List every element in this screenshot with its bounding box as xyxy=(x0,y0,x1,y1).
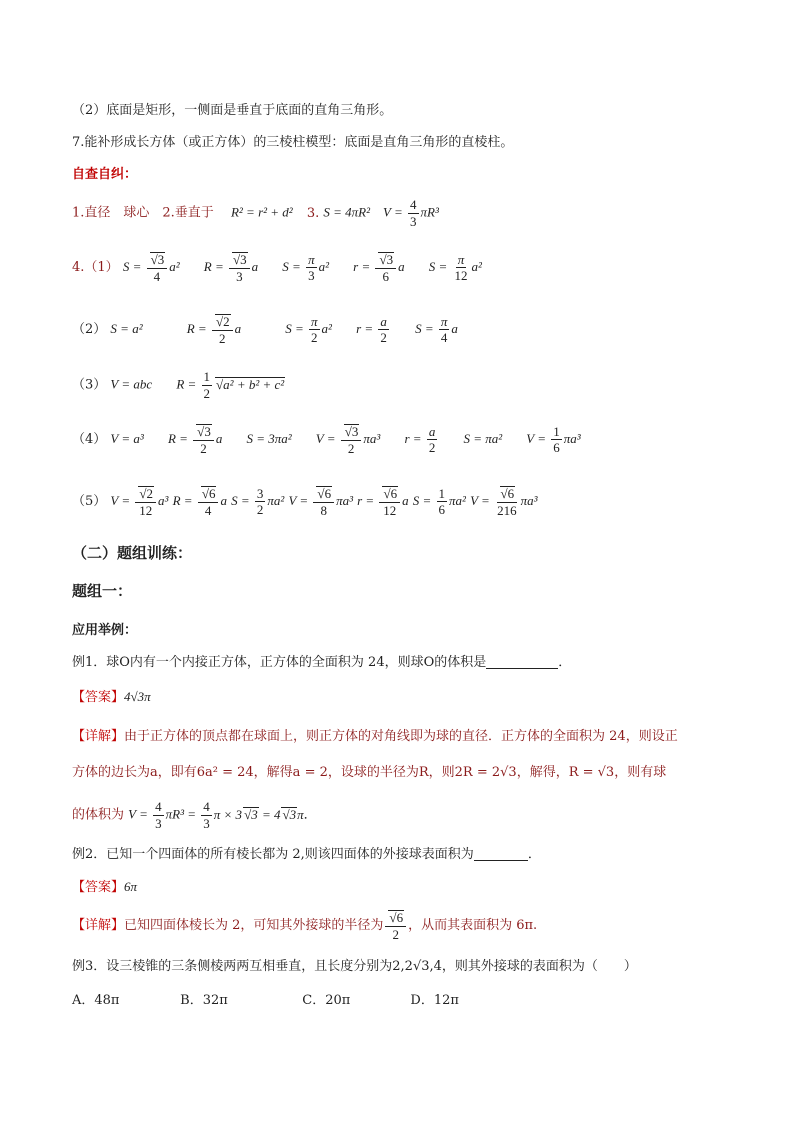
ex2-text: 例2．已知一个四面体的所有棱长都为 2,则该四面体的外接球表面积为 xyxy=(72,847,474,862)
examples-title: 应用举例： xyxy=(72,623,138,638)
detail-2: 【详解】已知四面体棱长为 2，可知其外接球的半径为 √ $\frac{6}{2}$ ，从而其表面积为 6π. xyxy=(72,910,537,941)
det1-c-prefix: 的体积为 xyxy=(72,807,125,823)
formula-r2: R² = r² + d² xyxy=(217,204,293,220)
answer-item-4-2: （2） S = a² R = √ $\frac{2}{2}$ a S = $\frac{\pi}{2}$ a² r = $\frac{a}{2}$ S = $\frac{\pi}{4}$ a xyxy=(72,314,458,345)
line-7: 7.能补形成长方体（或正方体）的三棱柱模型：底面是直角三角形的直棱柱。 xyxy=(72,135,514,150)
example-2 xyxy=(72,848,541,861)
det2-prefix: 已知四面体棱长为 2，可知其外接球的半径为 xyxy=(124,918,384,934)
ex1-blank xyxy=(486,668,558,669)
answer-2-value: 6π xyxy=(124,879,138,894)
item4-2-label: （2） xyxy=(72,322,107,338)
ex2-blank xyxy=(474,860,528,861)
detail-1-a: 由于正方体的顶点都在球面上，则正方体的对角线即为球的直径．正方体的全面积为 24，则设正 xyxy=(124,729,678,744)
answer-1 xyxy=(72,690,151,704)
item3-label: 3. xyxy=(306,205,320,221)
det2-suffix: ，从而其表面积为 6π. xyxy=(408,918,538,934)
ex1-text: 例1．球O内有一个内接正方体，正方体的全面积为 24，则球O的体积是 xyxy=(72,655,487,670)
ex2-end: ． xyxy=(527,847,541,862)
detail-tag-2: 【详解】 xyxy=(72,918,125,934)
frac-4-3: $\frac{4}{3}$ xyxy=(410,197,417,229)
option-a: A．48π xyxy=(72,993,120,1008)
item1-prefix: 1.直径 球心 2.垂直于 xyxy=(72,205,214,221)
example-1 xyxy=(72,656,571,669)
detail-1-line-b: 方体的边长为a，即有6a² = 24，解得a = 2，设球的半径为R，则2R = 2√3，解得，R = √3，则有球 xyxy=(72,765,667,780)
detail-tag: 【详解】 xyxy=(72,729,125,744)
detail-1-line-c: 的体积为 V = $\frac{4}{3}$ πR³ = $\frac{4}{3}$ π × 3√ 3 = 4√ 3π． xyxy=(72,800,317,830)
group-1-heading: 题组一： xyxy=(72,582,133,600)
formula-s: S = 4πR² V = xyxy=(323,204,406,220)
item4-4-label: （4） xyxy=(72,432,107,448)
example-3: 例3．设三棱锥的三条侧棱两两互相垂直，且长度分别为2,2√3,4，则其外接球的表面积为（ ） xyxy=(72,959,637,974)
answer-item-4-5: （5） V = √ $\frac{2}{12}$ a³ R = √ $\frac{6}{4}$ a S = $\frac{3}{2}$ πa² V = √ $\frac{6}{8}$ πa³ r = √ $\frac{6}{12}$ a S = $\frac{1}{6}$ πa² V = √ $\frac{6}{216}$ πa³ xyxy=(72,486,538,517)
answer-2 xyxy=(72,880,137,894)
option-b: B．32π xyxy=(180,993,228,1008)
line-1: （2）底面是矩形，一侧面是垂直于底面的直角三角形。 xyxy=(72,103,393,118)
answer-item-4-3: （3） V = abc R = $\frac{1}{2}$ √ a² + b² + c² xyxy=(72,370,285,400)
self-check-heading: 自查自纠： xyxy=(72,167,138,182)
ex1-end: ． xyxy=(558,655,572,670)
answer-item-4-1: 4.（1） S = √ $\frac{3}{4}$ a² R = √ $\frac{3}{3}$ a S = $\frac{\pi}{3}$ a² r = √ $\frac{3}{6}$ a S = $\frac{\pi}{12}$ a² xyxy=(72,252,482,283)
detail-1-line-a xyxy=(72,730,678,743)
example-3-options xyxy=(72,994,459,1007)
answer-1-value: 4√3π xyxy=(124,689,151,704)
option-c: C．20π xyxy=(302,993,351,1008)
item4-3-label: （3） xyxy=(72,377,107,393)
answer-tag: 【答案】 xyxy=(72,690,125,705)
answer-item-4-4: （4） V = a³ R = √ $\frac{3}{2}$ a S = 3πa² V = √ $\frac{3}{2}$ πa³ r = $\frac{a}{2}$ S = πa² V = $\frac{1}{6}$ πa³ xyxy=(72,424,581,455)
item4-label: 4.（1） xyxy=(72,260,119,276)
answer-tag-2: 【答案】 xyxy=(72,880,125,895)
section-2-heading: （二）题组训练： xyxy=(72,544,193,562)
answer-item-1-3: 1.直径 球心 2.垂直于 R² = r² + d² 3. S = 4πR² V = $\frac{4}{3}$ πR³ xyxy=(72,197,439,229)
item4-5-label: （5） xyxy=(72,494,107,510)
option-d: D．12π xyxy=(410,993,459,1008)
